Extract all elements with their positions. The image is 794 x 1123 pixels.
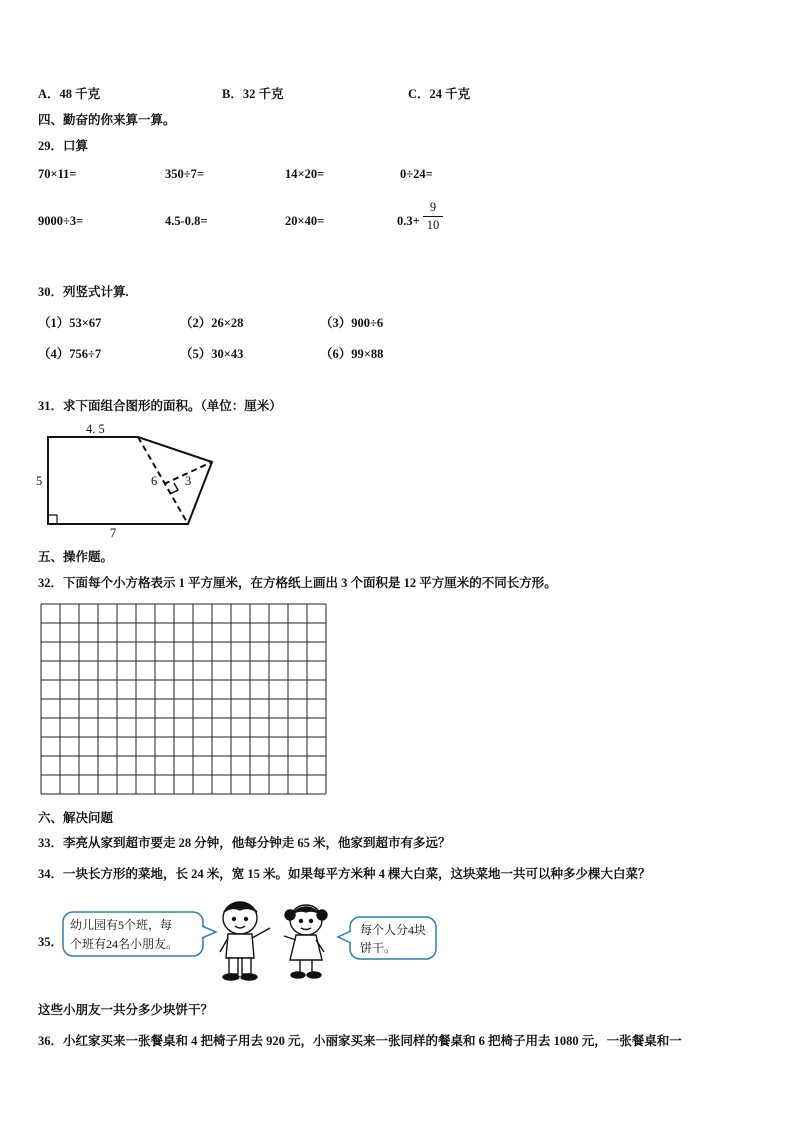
bubble-right-line-1: 每个人分4块 xyxy=(360,923,427,937)
dim-top: 4. 5 xyxy=(86,422,105,436)
q29-expr-1: 70×11= xyxy=(38,167,77,181)
section4-title: 四、勤奋的你来算一算。 xyxy=(38,113,176,127)
option-c: C．24 千克 xyxy=(408,87,471,101)
q29-expr-4: 0÷24= xyxy=(400,167,433,181)
bubble-left-line-2: 个班有24名小朋友。 xyxy=(70,937,179,951)
q30-label: 30．列竖式计算. xyxy=(38,285,129,299)
q30-item-2: （2）26×28 xyxy=(180,316,244,330)
q29-label: 29．口算 xyxy=(38,139,89,153)
bubble-right-line-2: 饼干。 xyxy=(360,941,397,955)
q32-label: 32．下面每个小方格表示 1 平方厘米，在方格纸上画出 3 个面积是 12 平方厘米的不同长方形。 xyxy=(38,576,557,590)
dim-height: 3 xyxy=(185,474,192,488)
q30-item-3: （3）900÷6 xyxy=(320,316,384,330)
q29-expr-7: 20×40= xyxy=(285,214,325,228)
q29-expr-3: 14×20= xyxy=(285,167,325,181)
fraction-denominator: 10 xyxy=(426,218,440,232)
dim-bottom: 7 xyxy=(110,526,117,540)
q36-label: 36．小红家买来一张餐桌和 4 把椅子用去 920 元，小丽家买来一张同样的餐桌和 6 把椅子用去 1080 元，一张餐桌和一 xyxy=(38,1034,682,1048)
q30-item-6: （6）99×88 xyxy=(320,347,384,361)
q30-item-1: （1）53×67 xyxy=(38,316,102,330)
fraction-numerator: 9 xyxy=(429,200,437,214)
section6-title: 六、解决问题 xyxy=(38,811,114,825)
q31-label: 31．求下面组合图形的面积。（单位：厘米） xyxy=(38,399,282,413)
option-a: A．48 千克 xyxy=(38,87,101,101)
q29-expr-5: 9000÷3= xyxy=(38,214,84,228)
q29-expr-8: 0.3+ xyxy=(397,214,420,228)
q30-item-4: （4）756÷7 xyxy=(38,347,102,361)
boy-icon xyxy=(220,902,270,980)
dim-diagonal: 6 xyxy=(151,474,158,488)
girl-icon xyxy=(284,905,327,978)
q33-label: 33．李亮从家到超市要走 28 分钟，他每分钟走 65 米，他家到超市有多远？ xyxy=(38,836,451,850)
q34-label: 34．一块长方形的菜地，长 24 米，宽 15 米。如果每平方米种 4 棵大白菜，这块菜地一共可以种多少棵大白菜？ xyxy=(38,867,651,881)
q35-number: 35． xyxy=(38,935,64,949)
q29-expr-6: 4.5-0.8= xyxy=(165,214,208,228)
dim-left: 5 xyxy=(36,474,43,488)
option-b: B．32 千克 xyxy=(222,87,284,101)
q35-question: 这些小朋友一共分多少块饼干？ xyxy=(38,1003,214,1017)
section5-title: 五、操作题。 xyxy=(38,550,114,564)
q29-expr-2: 350÷7= xyxy=(165,167,204,181)
bubble-left-line-1: 幼儿园有5个班，每 xyxy=(70,918,173,932)
q30-item-5: （5）30×43 xyxy=(180,347,244,361)
